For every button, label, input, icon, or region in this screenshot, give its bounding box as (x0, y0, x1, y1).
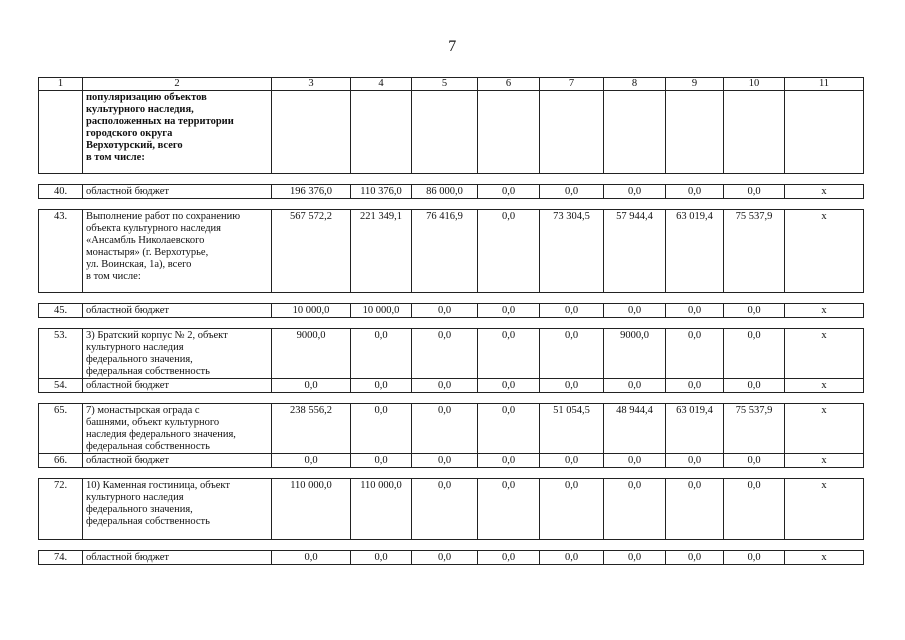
value-cell: 0,0 (666, 379, 724, 393)
row-description: областной бюджет (83, 454, 272, 468)
row-gap (39, 393, 864, 404)
column-header: 9 (666, 78, 724, 91)
row-number: 66. (39, 454, 83, 468)
value-cell: 110 376,0 (351, 185, 412, 199)
row-gap-cell (39, 468, 864, 479)
row-mark (785, 91, 864, 174)
value-cell: 0,0 (666, 185, 724, 199)
budget-table (38, 77, 864, 565)
value-cell: 0,0 (351, 404, 412, 454)
table-row (39, 329, 864, 379)
table-row (39, 379, 864, 393)
row-gap (39, 468, 864, 479)
row-mark: x (785, 329, 864, 379)
row-description: областной бюджет (83, 304, 272, 318)
row-mark: x (785, 551, 864, 565)
value-cell: 0,0 (604, 379, 666, 393)
row-description: областной бюджет (83, 551, 272, 565)
value-cell: 10 000,0 (351, 304, 412, 318)
value-cell: 0,0 (272, 379, 351, 393)
value-cell: 0,0 (666, 551, 724, 565)
table-row (39, 185, 864, 199)
value-cell: 0,0 (478, 210, 540, 293)
value-cell: 0,0 (478, 185, 540, 199)
value-cell: 0,0 (412, 479, 478, 540)
table-row (39, 91, 864, 174)
value-cell: 57 944,4 (604, 210, 666, 293)
value-cell: 0,0 (604, 551, 666, 565)
value-cell: 0,0 (724, 304, 785, 318)
row-description: 10) Каменная гостиница, объект культурного наследия федерального значения, федеральная собственность (83, 479, 272, 540)
value-cell: 0,0 (478, 404, 540, 454)
row-gap-cell (39, 393, 864, 404)
row-number: 72. (39, 479, 83, 540)
column-header: 2 (83, 78, 272, 91)
value-cell: 0,0 (604, 304, 666, 318)
table-row (39, 304, 864, 318)
row-gap (39, 174, 864, 185)
row-number (39, 91, 83, 174)
value-cell: 0,0 (478, 551, 540, 565)
row-gap-cell (39, 318, 864, 329)
row-description: областной бюджет (83, 185, 272, 199)
value-cell: 196 376,0 (272, 185, 351, 199)
row-number: 65. (39, 404, 83, 454)
column-header: 11 (785, 78, 864, 91)
page-number: 7 (448, 38, 457, 55)
value-cell: 0,0 (540, 454, 604, 468)
value-cell: 51 054,5 (540, 404, 604, 454)
value-cell: 0,0 (666, 479, 724, 540)
row-number: 74. (39, 551, 83, 565)
value-cell: 10 000,0 (272, 304, 351, 318)
row-number: 43. (39, 210, 83, 293)
row-mark: x (785, 379, 864, 393)
row-mark: x (785, 210, 864, 293)
value-cell: 0,0 (351, 379, 412, 393)
value-cell: 0,0 (666, 329, 724, 379)
value-cell: 0,0 (351, 454, 412, 468)
value-cell: 0,0 (412, 304, 478, 318)
value-cell: 110 000,0 (351, 479, 412, 540)
value-cell: 63 019,4 (666, 404, 724, 454)
row-number: 54. (39, 379, 83, 393)
value-cell: 76 416,9 (412, 210, 478, 293)
column-header: 8 (604, 78, 666, 91)
value-cell: 0,0 (666, 454, 724, 468)
value-cell: 0,0 (412, 379, 478, 393)
row-description: популяризацию объектов культурного наследия, расположенных на территории городского округа Верхотурский, всего в том числе: (83, 91, 272, 174)
value-cell: 110 000,0 (272, 479, 351, 540)
column-header: 6 (478, 78, 540, 91)
table-row (39, 551, 864, 565)
column-header-row (39, 78, 864, 91)
value-cell: 0,0 (540, 551, 604, 565)
value-cell: 0,0 (724, 551, 785, 565)
value-cell: 0,0 (540, 185, 604, 199)
value-cell: 567 572,2 (272, 210, 351, 293)
value-cell: 9000,0 (604, 329, 666, 379)
value-cell: 0,0 (478, 454, 540, 468)
table-row (39, 404, 864, 454)
value-cell: 86 000,0 (412, 185, 478, 199)
table-row (39, 479, 864, 540)
column-header: 3 (272, 78, 351, 91)
row-gap (39, 318, 864, 329)
row-gap-cell (39, 540, 864, 551)
value-cell: 75 537,9 (724, 210, 785, 293)
value-cell: 63 019,4 (666, 210, 724, 293)
value-cell (478, 91, 540, 174)
value-cell: 48 944,4 (604, 404, 666, 454)
row-number: 40. (39, 185, 83, 199)
value-cell: 0,0 (412, 454, 478, 468)
value-cell: 0,0 (540, 329, 604, 379)
value-cell: 73 304,5 (540, 210, 604, 293)
row-gap (39, 199, 864, 210)
row-description: областной бюджет (83, 379, 272, 393)
value-cell: 0,0 (351, 329, 412, 379)
value-cell (540, 91, 604, 174)
value-cell: 0,0 (604, 479, 666, 540)
row-description: 7) монастырская ограда с башнями, объект культурного наследия федерального значения, федеральная собственность (83, 404, 272, 454)
row-gap-cell (39, 174, 864, 185)
row-gap-cell (39, 293, 864, 304)
value-cell: 0,0 (540, 304, 604, 318)
value-cell: 0,0 (540, 479, 604, 540)
table-body (39, 78, 864, 565)
column-header: 7 (540, 78, 604, 91)
row-number: 53. (39, 329, 83, 379)
value-cell (724, 91, 785, 174)
value-cell: 0,0 (478, 304, 540, 318)
value-cell: 0,0 (412, 404, 478, 454)
table-row (39, 454, 864, 468)
value-cell: 0,0 (351, 551, 412, 565)
value-cell (412, 91, 478, 174)
value-cell: 9000,0 (272, 329, 351, 379)
value-cell: 0,0 (272, 551, 351, 565)
value-cell: 0,0 (478, 329, 540, 379)
value-cell: 0,0 (412, 329, 478, 379)
value-cell (666, 91, 724, 174)
table-row (39, 210, 864, 293)
value-cell: 0,0 (724, 454, 785, 468)
row-description: 3) Братский корпус № 2, объект культурного наследия федерального значения, федеральная собственность (83, 329, 272, 379)
value-cell: 0,0 (478, 379, 540, 393)
row-mark: x (785, 304, 864, 318)
value-cell: 0,0 (604, 454, 666, 468)
value-cell: 0,0 (478, 479, 540, 540)
value-cell (351, 91, 412, 174)
value-cell: 0,0 (412, 551, 478, 565)
row-mark: x (785, 404, 864, 454)
row-gap-cell (39, 199, 864, 210)
value-cell: 0,0 (272, 454, 351, 468)
row-number: 45. (39, 304, 83, 318)
value-cell: 0,0 (724, 329, 785, 379)
value-cell (604, 91, 666, 174)
row-mark: x (785, 185, 864, 199)
row-gap (39, 540, 864, 551)
row-description: Выполнение работ по сохранению объекта культурного наследия «Ансамбль Николаевского монастыря» (г. Верхотурье, ул. Воинская, 1а), всего в том числе: (83, 210, 272, 293)
column-header: 4 (351, 78, 412, 91)
column-header: 1 (39, 78, 83, 91)
value-cell: 0,0 (724, 379, 785, 393)
row-gap (39, 293, 864, 304)
value-cell: 0,0 (540, 379, 604, 393)
row-mark: x (785, 454, 864, 468)
value-cell: 0,0 (724, 185, 785, 199)
value-cell: 0,0 (666, 304, 724, 318)
value-cell: 75 537,9 (724, 404, 785, 454)
value-cell: 238 556,2 (272, 404, 351, 454)
value-cell: 0,0 (724, 479, 785, 540)
column-header: 10 (724, 78, 785, 91)
value-cell (272, 91, 351, 174)
value-cell: 0,0 (604, 185, 666, 199)
value-cell: 221 349,1 (351, 210, 412, 293)
row-mark: x (785, 479, 864, 540)
column-header: 5 (412, 78, 478, 91)
